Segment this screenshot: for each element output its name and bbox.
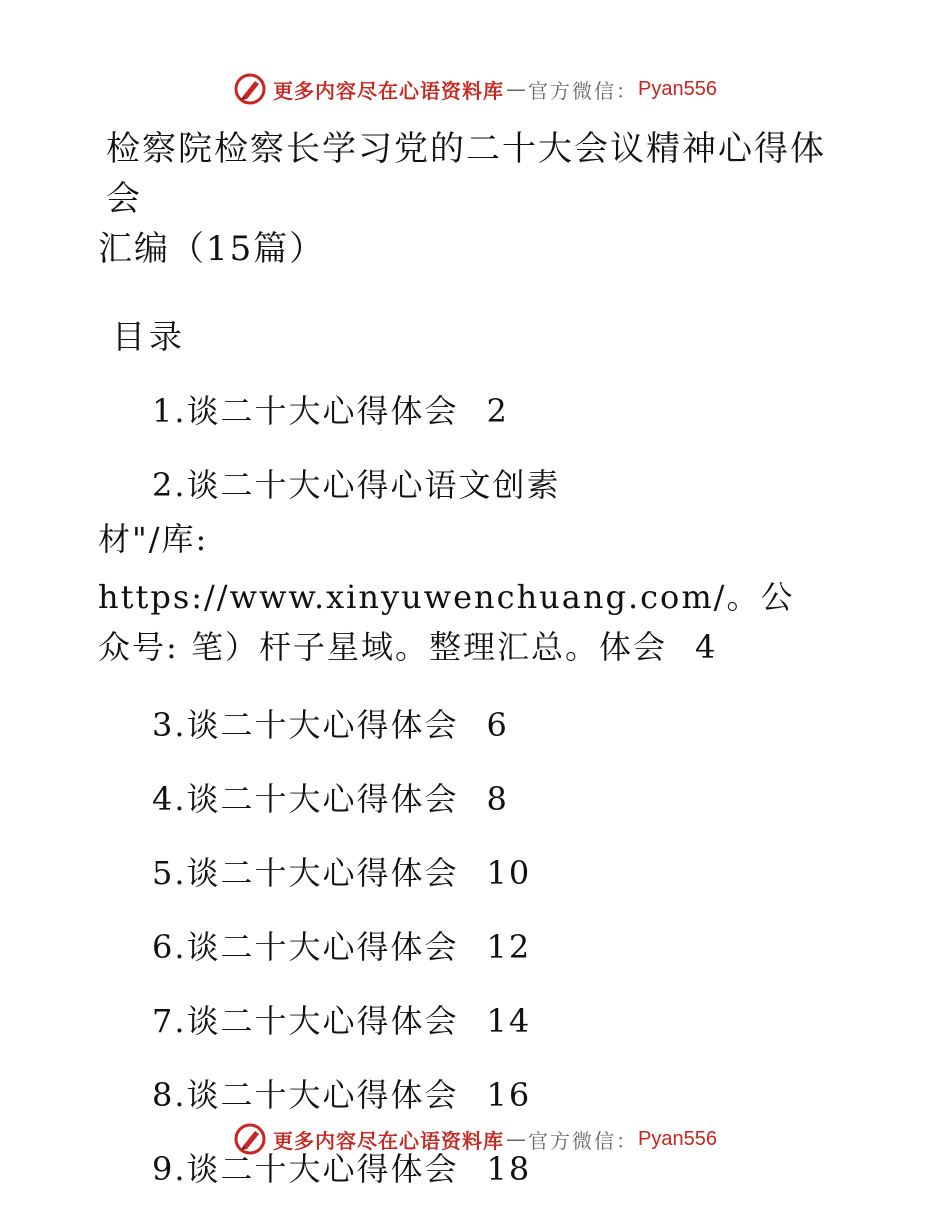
- title-line-1: 检察院检察长学习党的二十大会议精神心得体会: [106, 129, 826, 219]
- banner-wechat-id: Pyan556: [638, 1127, 717, 1150]
- banner-text: 更多内容尽在心语资料库: [273, 78, 505, 103]
- toc-item-page: 10: [486, 854, 532, 892]
- banner-separator: —: [506, 1127, 527, 1151]
- pen-logo-icon: [233, 72, 267, 106]
- toc-item-label: 9.谈二十大心得体会: [152, 1150, 459, 1188]
- toc-item-page: 12: [486, 928, 532, 966]
- banner-wechat-id: Pyan556: [638, 77, 717, 100]
- banner-note: 官方微信：: [528, 78, 639, 103]
- toc-item-label: 5.谈二十大心得体会: [152, 854, 459, 892]
- toc-item-continuation: 众号: 笔）杆子星域。整理汇总。体会: [98, 628, 667, 666]
- header-banner: [0, 72, 950, 106]
- toc-item[interactable]: [98, 848, 858, 898]
- toc-item-page: 16: [486, 1076, 532, 1114]
- toc-item[interactable]: [98, 700, 858, 750]
- toc-item[interactable]: [98, 922, 858, 972]
- banner-text: 更多内容尽在心语资料库: [273, 1128, 505, 1153]
- toc-item-continuation: 材"/库: https://www.xinyuwenchuang.com/。公: [98, 520, 795, 616]
- toc-item[interactable]: [98, 460, 858, 676]
- document-body: [98, 124, 858, 1194]
- banner-note: 官方微信：: [528, 1128, 639, 1153]
- toc-item-label: 4.谈二十大心得体会: [152, 780, 459, 818]
- pen-logo-icon: [233, 1122, 267, 1156]
- title-line-2: 汇编（15篇）: [98, 229, 326, 269]
- toc-heading: 目录: [112, 317, 186, 356]
- toc-item[interactable]: [98, 1070, 858, 1120]
- toc-item-page: 6: [486, 706, 509, 744]
- toc-item-label: 8.谈二十大心得体会: [152, 1076, 459, 1114]
- toc-item-page: 4: [694, 628, 718, 666]
- toc-item[interactable]: [98, 774, 858, 824]
- table-of-contents: [98, 386, 858, 1194]
- toc-item-page: 14: [486, 1002, 532, 1040]
- toc-item[interactable]: [98, 386, 858, 436]
- toc-item[interactable]: [98, 996, 858, 1046]
- toc-item-label: 6.谈二十大心得体会: [152, 928, 459, 966]
- toc-item-label: 7.谈二十大心得体会: [152, 1002, 459, 1040]
- document-title: [98, 124, 858, 274]
- toc-item-label: 2.谈二十大心得心语文创素: [152, 466, 561, 504]
- footer-banner: [0, 1122, 950, 1156]
- toc-item-page: 18: [486, 1150, 532, 1188]
- banner-separator: —: [506, 77, 527, 101]
- toc-item-label: 3.谈二十大心得体会: [152, 706, 459, 744]
- toc-item-page: 2: [486, 392, 509, 430]
- toc-item-label: 1.谈二十大心得体会: [152, 392, 459, 430]
- toc-item-page: 8: [486, 780, 509, 818]
